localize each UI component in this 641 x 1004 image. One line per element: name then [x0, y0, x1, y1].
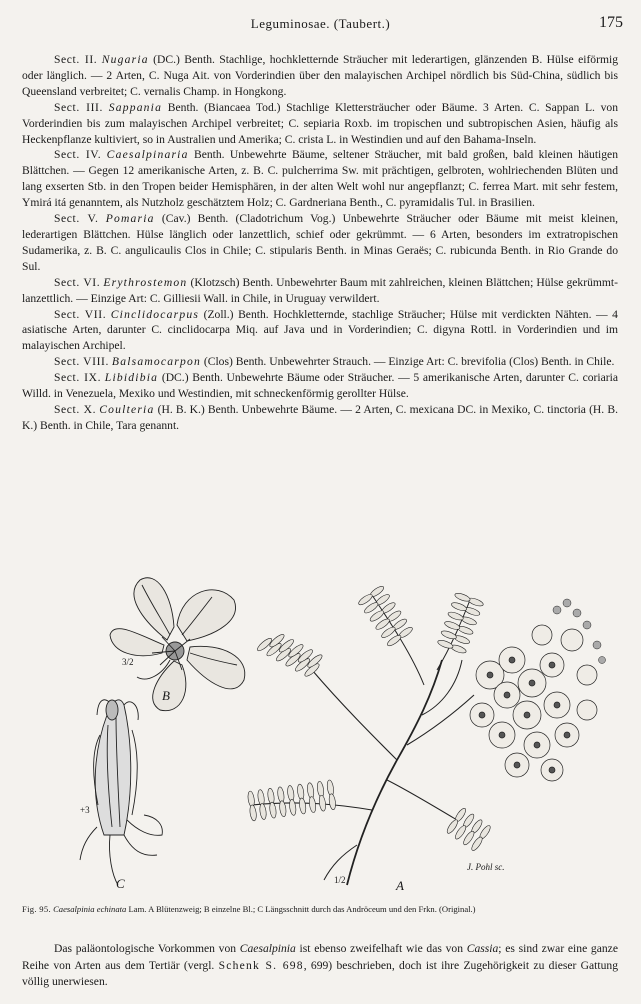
section-paragraph — [22, 275, 618, 307]
section-paragraph — [22, 402, 618, 434]
body-text-2: ; es sind zwar eine ganze Reihe von Arten aus dem Tertiär (vergl. — [22, 942, 618, 972]
body-reference: Schenk S. 698 — [218, 958, 304, 972]
running-head — [0, 14, 641, 36]
section-paragraph — [22, 100, 618, 148]
section-label: Sect. III. — [54, 100, 104, 114]
section-paragraph — [22, 211, 618, 275]
caption-species: Caesalpinia echinata — [53, 904, 127, 914]
scale-a: 1/2 — [334, 875, 346, 885]
section-name: Nugaria — [101, 53, 149, 66]
label-c: C — [116, 876, 125, 891]
body-text-3: , 699) beschrieben, doch ist ihre Zugehörigkeit zu dieser Gattung völlig unerwiesen. — [22, 958, 619, 988]
body-genus-1: Caesalpinia — [239, 942, 296, 955]
body-genus-2: Cassia — [466, 942, 499, 955]
caption-text: Lam. A Blütenzweig; B einzelne Bl.; C Längsschnitt durch das Andröceum und den Frkn. (Original.) — [128, 904, 476, 914]
section-text: (Clos) Benth. Unbewehrter Strauch. — Einzige Art: C. brevifolia (Clos) Benth. in Chile. — [203, 355, 615, 369]
scale-b: 3/2 — [122, 657, 134, 667]
section-paragraph — [22, 147, 618, 211]
section-label: Sect. VI. — [54, 275, 101, 289]
section-text: Benth. (Biancaea Tod.) Stachlige Klettersträucher oder Bäume. 3 Arten. C. Sappan L. von Vorderindien bis zum malayischen Archipel verbreitet; C. sepiaria Roxb. im tropischen und subtropischen Asien, häufig als Heckenpflanze kultiviert, so in Australien und Amerika; C. crista L. in Westindien und auf den Bahama-Inseln. — [22, 100, 618, 146]
section-name: Coulteria — [99, 402, 155, 416]
section-label: Sect. VII. — [54, 307, 107, 321]
flower-detail-b — [110, 578, 245, 711]
section-label: Sect. V. — [54, 212, 99, 226]
section-name: Caesalpinaria — [106, 148, 189, 162]
label-a: A — [396, 878, 404, 893]
section-text: (Zoll.) Benth. Hochkletternde, stachlige Sträucher; Hülse mit verdickten Nähten. — 4 asiatische Arten, darunter C. cinclidocarpa Miq. auf Java und in Vorderindien; C. digyna Rottl. in Vorderindien und im malayischen Archipel. — [22, 307, 618, 353]
branch-a — [252, 595, 474, 885]
section-detail-c — [80, 700, 162, 885]
figure-caption — [22, 904, 618, 915]
section-label: Sect. X. — [54, 402, 97, 416]
botanical-figure — [12, 565, 632, 895]
section-text: (Klotzsch) Benth. Unbewehrter Baum mit zahlreichen, kleinen Blättchen; Hülse gekrümmt-lanzettlich. — Einzige Art: C. Gilliesii Wall. in Chile, in Uruguay verwildert. — [22, 275, 618, 305]
section-name: Libidibia — [104, 371, 159, 385]
section-name: Cinclidocarpus — [110, 307, 200, 321]
buds-a — [553, 599, 606, 664]
section-paragraph — [22, 52, 618, 100]
section-name: Balsamocarpon — [111, 355, 201, 369]
label-b: B — [162, 688, 170, 703]
section-name: Pomaria — [105, 212, 155, 226]
section-label: Sect. IV. — [54, 148, 102, 162]
body-middle: ist ebenso zweifelhaft wie das von — [299, 942, 463, 955]
botanical-illustration — [12, 565, 632, 895]
section-paragraph — [22, 354, 618, 370]
section-label: Sect. VIII. — [54, 355, 110, 369]
section-name: Sappania — [108, 100, 163, 114]
running-head-title: Leguminosae. (Taubert.) — [250, 16, 391, 31]
leaflets-a — [247, 585, 492, 853]
flower-cluster-a — [470, 625, 597, 781]
section-label: Sect. II. — [54, 53, 98, 66]
section-text: (DC.) Benth. Unbewehrte Bäume oder Sträucher. — 5 amerikanische Arten, darunter C. coriaria Willd. in Venezuela, Mexiko und Westindien, mit schneckenförmig gerollter Hülse. — [22, 371, 618, 401]
section-text: Benth. Unbewehrte Bäume, seltener Sträucher, mit bald großen, bald kleinen häutigen Blättchen. — Gegen 12 amerikanische Arten, z. B. C. pulcherrima Sw. mit prächtigen, gelbroten, wohlriechenden Blüten und lang exserten Stb. in den Tropen beider Hemisphären, in der alten Welt wohl nur angepflanzt; C. ferrea Mart. mit sehr festem, Ymirá itá genanntem, als Nutzholz geschätztem Holz; C. Gardneriana Benth., C. pyramidalis Tul. in Brasilien. — [22, 148, 619, 210]
sections-list — [22, 52, 618, 434]
scale-c: +3 — [80, 805, 90, 815]
section-paragraph — [22, 307, 618, 355]
page-number: 175 — [599, 14, 623, 31]
section-name: Erythrostemon — [103, 275, 188, 289]
body-lead: Das paläontologische Vorkommen von — [54, 942, 237, 955]
section-text: (DC.) Benth. Stachlige, hochkletternde Sträucher mit lederartigen, glänzenden B. Hülse eiförmig oder länglich. — 2 Arten, C. Nuga Ait. von Vorderindien über den malayischen Archipel nördlich bis Süd-China, südlich bis Queensland verbreitet; C. vernalis Champ. in Hongkong. — [22, 53, 618, 98]
engraver-signature: J. Pohl sc. — [467, 862, 505, 872]
section-text: (Cav.) Benth. (Cladotrichum Vog.) Unbewehrte Sträucher oder Bäume mit meist kleinen, lederartigen Blättchen. Hülse länglich oder lanzettlich, schief oder gekrümmt. — 6 Arten, besonders im extratropischen Sudamerika, z. B. C. angulicaulis Clos in Chile; C. stipularis Benth. in Minas Geraës; C. rubicunda Benth. in Rio Grande do Sul. — [22, 212, 619, 273]
section-paragraph — [22, 370, 618, 402]
body-text — [22, 941, 618, 991]
body-paragraph — [22, 941, 618, 991]
caption-figure-number: Fig. 95. — [22, 904, 51, 914]
scale-b-mark — [122, 657, 134, 667]
section-text: (H. B. K.) Benth. Unbewehrte Bäume. — 2 Arten, C. mexicana DC. in Mexiko, C. tinctoria (H. B. K.) Benth. in Chile, Tara genannt. — [22, 402, 618, 432]
section-label: Sect. IX. — [54, 371, 102, 385]
